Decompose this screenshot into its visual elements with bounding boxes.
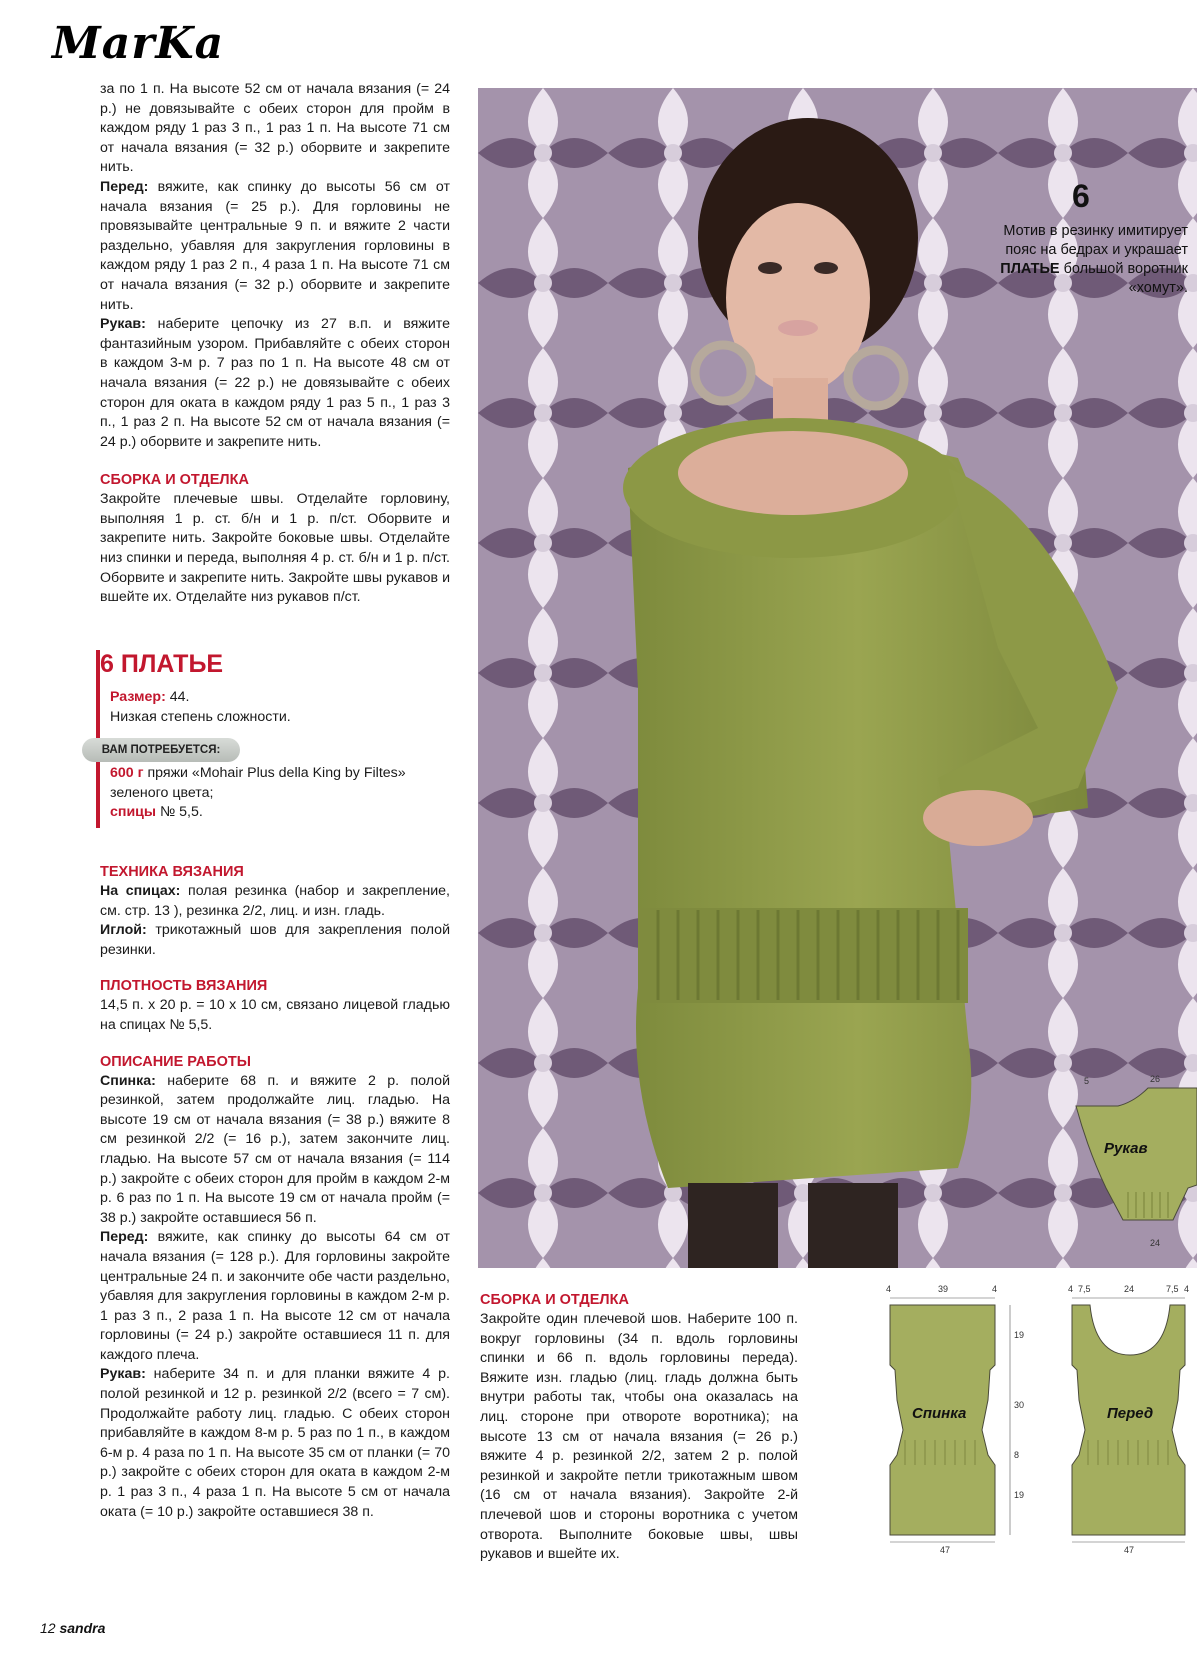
difficulty-text: Низкая степень сложности.: [110, 708, 291, 725]
back-dim-side-3: 8: [1014, 1450, 1020, 1460]
photo-caption: Мотив в резинку имитирует пояс на бедрах и украшает ПЛАТЬЕ большой воротник «хомут».: [1000, 223, 1188, 296]
page-footer: [40, 1620, 105, 1636]
technique-header: ТЕХНИКА ВЯЗАНИЯ: [100, 864, 244, 880]
back-dim-side-4: 19: [1014, 1490, 1025, 1500]
sleeve-label: Рукав: [1104, 1140, 1148, 1157]
assembly2-header: СБОРКА И ОТДЕЛКА: [480, 1292, 629, 1308]
back-dim-bottom: 47: [940, 1545, 951, 1555]
back-paragraph: Спинка: наберите 68 п. и вяжите 2 р. полой резинкой, затем продолжайте лиц. гладью. На высоте 19 см от начала вязания (= 38 р.) вяжите 8 см резинкой 2/2 (= 16 р.), затем закончите лиц. гладью. На высоте 57 см от начала вязания (= 114 р.) закройте с обеих сторон для пройм в каждом 2-м р. 6 раз по 1 п. На высоте 19 см от начала пройм (= 38 р.) закройте оставшиеся 56 п.: [100, 1072, 450, 1226]
back-dim-top-mid: 39: [938, 1284, 949, 1294]
text-column-lower: [100, 862, 450, 1522]
sleeve-dim-top-left: 5: [1084, 1076, 1090, 1086]
assembly-text: Закройте плечевые швы. Отделайте горловину, выполняя 1 р. ст. б/н и 1 р. п/ст. Оборвите и закрепите нить. Закройте боковые швы. Отделайте низ спинки и переда, выполняя 4 р. ст. б/н и 1 р. п/ст. Оборвите и закрепите нить. Закройте швы рукавов и вшейте их. Отделайте низ рукавов п/ст.: [100, 491, 450, 606]
marka-logo: MarKa: [52, 18, 225, 69]
caption-number: 6: [1072, 178, 1090, 214]
front-dim-3: 24: [1124, 1284, 1135, 1294]
back-dim-side-2: 30: [1014, 1400, 1025, 1410]
sleeve-dim-top: 26: [1150, 1074, 1161, 1084]
technique-needles: На спицах: полая резинка (набор и закрепление, см. стр. 13 ), резинка 2/2, лиц. и изн. гладь.: [100, 883, 450, 919]
front-paragraph: [100, 178, 450, 315]
size-value: 44.: [165, 689, 190, 705]
front-label: Перед:: [100, 178, 149, 195]
sleeve-paragraph: [100, 315, 450, 452]
description-header: ОПИСАНИЕ РАБОТЫ: [100, 1053, 251, 1070]
dress-title: 6 ПЛАТЬЕ: [100, 650, 224, 678]
sleeve-text: наберите цепочку из 27 в.п. и вяжите фантазийным узором. Прибавляйте с обеих сторон в каждом 3-м р. 7 раз по 1 п. На высоте 48 см от начала вязания (= 22 р.) не довязывайте с обеих сторон для оката в каждом ряду 1 раз 5 п., 1 раз 3 п., 1 раз 2 п. На высоте 52 см от начала вязания (= 24 р.) оборвите и закрепите нить.: [100, 316, 450, 450]
needles-label: спицы: [110, 804, 157, 821]
density-text: 14,5 п. х 20 р. = 10 х 10 см, связано лицевой гладью на спицах № 5,5.: [100, 997, 450, 1033]
back-label: Спинка: [912, 1405, 967, 1422]
technique-needle: Иглой: трикотажный шов для закрепления полой резинки.: [100, 922, 450, 958]
dress-size-block: [110, 688, 450, 727]
size-label: Размер:: [110, 689, 166, 705]
front-dim-bottom: 47: [1124, 1545, 1135, 1555]
assembly2-text: Закройте один плечевой шов. Наберите 100 п. вокруг горловины (34 п. вдоль горловины спинки и 66 п. вдоль горловины переда). Вяжите изн. гладью (лиц. гладь должна быть внутри работы так, чтобы она оказалась на лиц. стороне при отвороте воротника); на высоте 13 см от начала вязания (= 26 р.) вяжите 4 р. резинкой 2/2, затем 2 р. полой резинкой и закройте петли трикотажным швом (16 см от начала вязания). Закройте 2-й плечевой шов и стороны воротника с учетом отворота. Выполните боковые швы, швы рукавов и вшейте их.: [480, 1311, 798, 1563]
sleeve-label: Рукав:: [100, 316, 146, 333]
assembly2-block: [480, 1290, 798, 1565]
dress-front-paragraph: Перед: вяжите, как спинку до высоты 64 см от начала вязания (= 128 р.). Для горловины закройте центральные 24 п. и закончите обе части раздельно, убавляя для закругления горловины в каждом 2-м р. 1 раз 3 п., 2 раза 1 п. На высоте 12 см от начала горловины (= 24 р.) закройте оставшиеся 11 п. для каждого плеча.: [100, 1229, 450, 1363]
yarn-amount: 600 г: [110, 765, 144, 781]
assembly-header: СБОРКА И ОТДЕЛКА: [100, 472, 249, 489]
back-dim-side-1: 19: [1014, 1330, 1025, 1340]
needles-value: № 5,5.: [156, 804, 203, 821]
front-dim-2: 7,5: [1078, 1284, 1091, 1294]
materials-badge: ВАМ ПОТРЕБУЕТСЯ:: [82, 738, 240, 762]
back-dim-top-left: 4: [886, 1284, 892, 1294]
sleeve-diagram: [1068, 1070, 1197, 1245]
front-dim-1: 4: [1068, 1284, 1074, 1294]
front-dim-4: 7,5: [1166, 1284, 1179, 1294]
magazine-brand: sandra: [59, 1620, 106, 1636]
back-dim-top-right: 4: [992, 1284, 998, 1294]
back-continuation-text: за по 1 п. На высоте 52 см от начала вязания (= 24 р.) не довязывайте с обеих сторон для пройм в каждом ряду 1 раз 3 п., 1 раз 1 п. На высоте 71 см от начала вязания (= 32 р.) оборвите и закрепите нить.: [100, 81, 450, 176]
front-dim-5: 4: [1184, 1284, 1190, 1294]
front-label: Перед: [1107, 1405, 1154, 1422]
density-header: ПЛОТНОСТЬ ВЯЗАНИЯ: [100, 978, 268, 995]
front-text: вяжите, как спинку до высоты 56 см от начала вязания (= 25 р.). Для горловины не провязывайте центральные 9 п. и вяжите 2 части раздельно, убавляя для закругления горловины в каждом ряду 1 раз 2 п., 4 раза 1 п. На высоте 71 см от начала вязания (= 32 р.) оборвите и закрепите нить.: [100, 178, 450, 313]
page-number: 12: [40, 1620, 56, 1636]
dress-sleeve-paragraph: Рукав: наберите 34 п. и для планки вяжите 4 р. полой резинкой и 12 р. резинкой 2/2 (всего = 7 см). Продолжайте работу лиц. гладью. С обеих сторон прибавляйте в каждом 8-м р. 5 раз по 1 п., в каждом 6-м р. 4 раза по 1 п. На высоте 35 см от планки (= 70 р.) закройте с обеих сторон для оката в каждом 2-м р. 1 раз 3 п., 4 раза 1 п. На высоте 5 см от начала оката (= 10 р.) закройте оставшиеся 38 п.: [100, 1366, 450, 1520]
text-column-top: [100, 80, 450, 608]
yarn-text: пряжи «Mohair Plus della King by Filtes» зеленого цвета;: [110, 765, 406, 801]
materials-block: [110, 764, 450, 823]
sleeve-dim-bottom: 24: [1150, 1238, 1161, 1248]
